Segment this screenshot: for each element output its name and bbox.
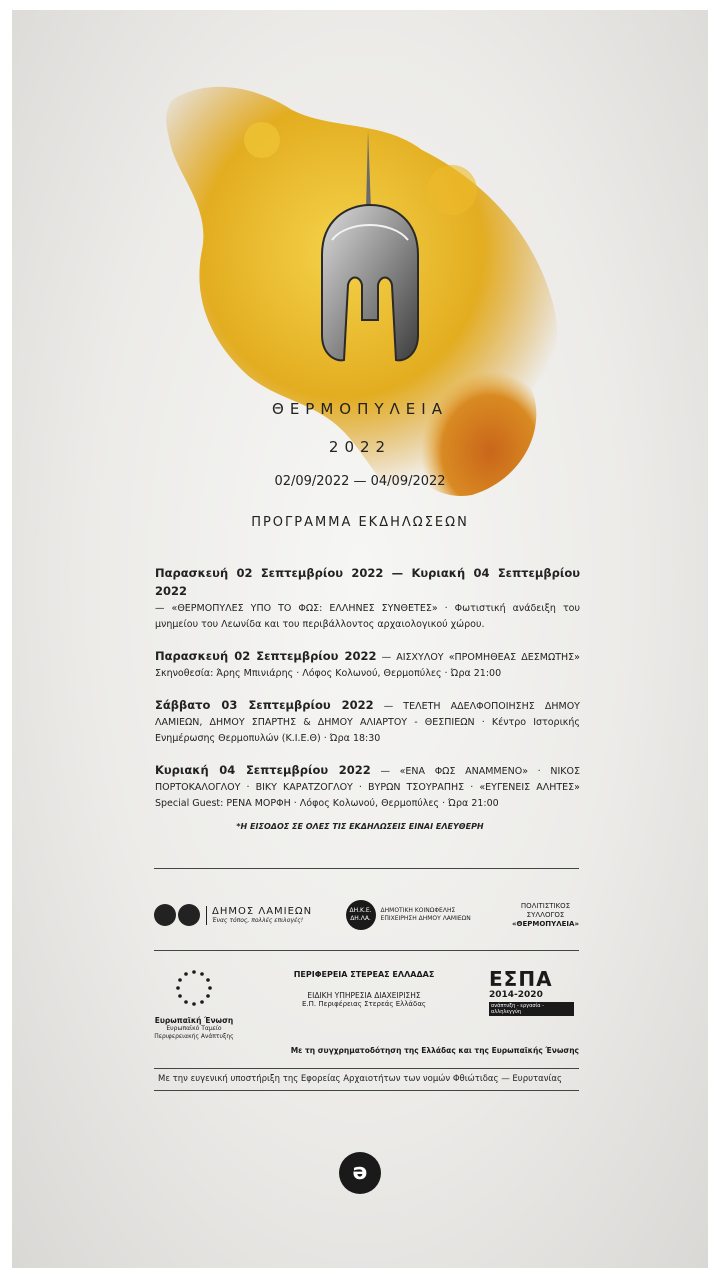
espa-name: ΕΣΠΑ [489, 967, 553, 991]
syllogos-line: «ΘΕΡΜΟΠΥΛΕΙΑ» [512, 919, 579, 928]
espa-tagline: ανάπτυξη - εργασία - αλληλεγγύη [489, 1002, 574, 1016]
divider [154, 1068, 579, 1069]
program-heading: ΠΡΟΓΡΑΜΜΑ ΕΚΔΗΛΩΣΕΩΝ [251, 515, 469, 530]
syllogos-logo [512, 902, 579, 929]
date-range: 02/09/2022 — 04/09/2022 [274, 474, 446, 489]
poster [12, 10, 708, 1268]
event-item [155, 648, 580, 682]
dimos-lamieon-logo [154, 904, 312, 926]
event-description: — «ΕΝΑ ΦΩΣ ΑΝΑΜΜΕΝΟ» · ΝΙΚΟΣ ΠΟΡΤΟΚΑΛΟΓΛΟΥ · ΒΙΚΥ ΚΑΡΑΤΖΟΓΛΟΥ · ΒΥΡΩΝ ΤΣΟΥΡΑΠΗΣ · «ΕΥΓΕΝΕΙΣ ΑΛΗΤΕΣ» Special Guest: ΡΕΝΑ ΜΟΡΦΗ · Λόφος Κολωνού, Θερμοπύλες · Ώρα 21:00 [155, 766, 580, 809]
dimos-tagline: Ένας τόπος, πολλές επιλογές! [212, 916, 304, 924]
eu-fund-line: Περιφερειακής Ανάπτυξης [154, 1033, 234, 1040]
event-title: ΘΕΡΜΟΠΥΛΕΙΑ [272, 400, 448, 418]
dimos-name: ΔΗΜΟΣ ΛΑΜΙΕΩΝ [212, 905, 313, 917]
event-description: — ΑΙΣΧΥΛΟΥ «ΠΡΟΜΗΘΕΑΣ ΔΕΣΜΩΤΗΣ» Σκηνοθεσία: Άρης Μπινιάρης · Λόφος Κολωνού, Θερμοπύλες · Ώρα 21:00 [155, 652, 580, 679]
coins-icon [154, 904, 200, 926]
espa-logo [489, 968, 574, 1016]
event-description: — ΤΕΛΕΤΗ ΑΔΕΛΦΟΠΟΙΗΣΗΣ ΔΗΜΟΥ ΛΑΜΙΕΩΝ, ΔΗΜΟΥ ΣΠΑΡΤΗΣ & ΔΗΜΟΥ ΑΛΙΑΡΤΟΥ - ΘΕΣΠΙΕΩΝ · Κέντρο Ιστορικής Ενημέρωσης Θερμοπυλών (Κ.Ι.Ε.Θ) · Ώρα 18:30 [155, 701, 580, 744]
event-item [155, 565, 580, 633]
syllogos-line: ΠΟΛΙΤΙΣΤΙΚΟΣ [520, 901, 571, 910]
region-line: Ε.Π. Περιφέρειας Στερεάς Ελλάδας [301, 1000, 427, 1008]
events-list [155, 565, 580, 827]
dikedial-text: ΔΗΜΟΤΙΚΗ ΚΟΙΝΩΦΕΛΗΣ ΕΠΙΧΕΙΡΗΣΗ ΔΗΜΟΥ ΛΑΜΙΕΩΝ [380, 907, 471, 922]
event-item [155, 697, 580, 747]
eu-logo [154, 968, 234, 1041]
funding-logos-row [154, 968, 579, 1058]
eu-stars-icon [172, 968, 216, 1008]
sponsor-logos-row [154, 892, 579, 938]
support-note: Με την ευγενική υποστήριξη της Εφορείας Αρχαιοτήτων των νομών Φθιώτιδας — Ευρυτανίας [158, 1074, 562, 1084]
brand-mark-icon: ə [339, 1152, 381, 1194]
eu-name: Ευρωπαϊκή Ένωση [154, 1016, 234, 1025]
free-entry-note: *Η ΕΙΣΟΔΟΣ ΣΕ ΟΛΕΣ ΤΙΣ ΕΚΔΗΛΩΣΕΙΣ ΕΙΝΑΙ ΕΛΕΥΘΕΡΗ [236, 822, 484, 831]
espa-years: 2014-2020 [489, 990, 543, 1000]
event-description: — «ΘΕΡΜΟΠΥΛΕΣ ΥΠΟ ΤΟ ΦΩΣ: ΕΛΛΗΝΕΣ ΣΥΝΘΕΤΕΣ» · Φωτιστική ανάδειξη του μνημείου του Λεωνίδα και του περιβάλλοντος αρχαιολογικού χώρου. [155, 603, 580, 630]
region-block [264, 970, 464, 1008]
event-date: Παρασκευή 02 Σεπτεμβρίου 2022 [155, 649, 377, 663]
eu-fund-line: Ευρωπαϊκό Ταμείο [166, 1025, 222, 1032]
dikedial-badge: ΔΗ.Κ.Ε. ΔΗ.ΛΑ. [346, 900, 376, 930]
syllogos-line: ΣΥΛΛΟΓΟΣ [526, 910, 565, 919]
event-date: Σάββατο 03 Σεπτεμβρίου 2022 [155, 698, 374, 712]
divider [154, 950, 579, 951]
event-item [155, 762, 580, 812]
divider [154, 1090, 579, 1091]
divider [154, 868, 579, 869]
event-year: 2022 [328, 438, 392, 456]
cofunding-note: Με τη συγχρηματοδότηση της Ελλάδας και της Ευρωπαϊκής Ένωσης [290, 1046, 579, 1055]
region-line: ΕΙΔΙΚΗ ΥΠΗΡΕΣΙΑ ΔΙΑΧΕΙΡΙΣΗΣ [307, 991, 421, 1000]
event-date: Παρασκευή 02 Σεπτεμβρίου 2022 — Κυριακή 04 Σεπτεμβρίου 2022 [155, 566, 580, 598]
region-title: ΠΕΡΙΦΕΡΕΙΑ ΣΤΕΡΕΑΣ ΕΛΛΑΔΑΣ [293, 970, 435, 979]
dikedial-logo [346, 900, 479, 930]
event-date: Κυριακή 04 Σεπτεμβρίου 2022 [155, 763, 371, 777]
